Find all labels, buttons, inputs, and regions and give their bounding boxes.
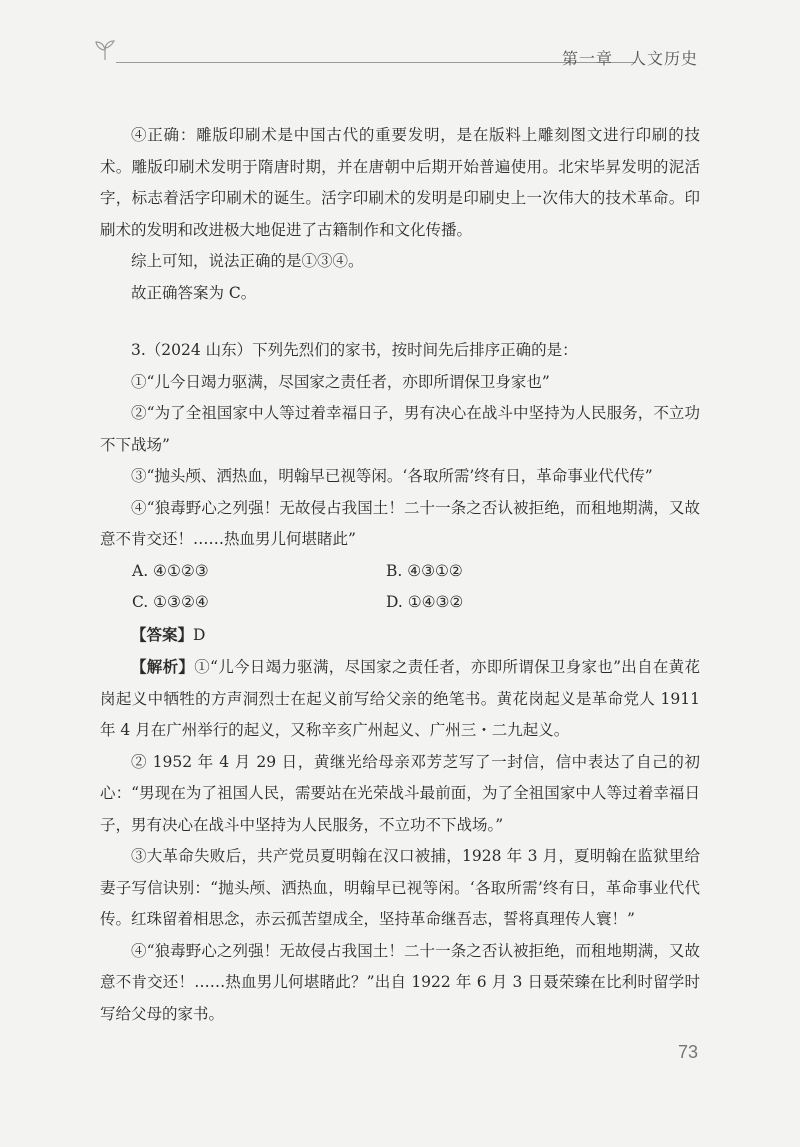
question-item: ④“狼毒野心之列强！无故侵占我国土！二十一条之否认被拒绝，而租地期满，又故意不肯交还！……热血男儿何堪睹此” bbox=[100, 498, 700, 548]
answer-value: D bbox=[193, 625, 206, 644]
option-d: D. ①④③② bbox=[386, 593, 464, 611]
question-item: ③“抛头颅、洒热血，明翰早已视等闲。‘各取所需’终有日，革命事业代代传” bbox=[131, 467, 653, 485]
option-b: B. ④③①② bbox=[386, 561, 463, 580]
analysis-tag: 【解析】 bbox=[131, 657, 195, 676]
page-body bbox=[100, 120, 700, 1030]
page-number: 73 bbox=[678, 1042, 699, 1062]
paragraph: 综上可知，说法正确的是①③④。 bbox=[131, 252, 364, 270]
header-rule bbox=[116, 62, 636, 63]
running-header bbox=[92, 36, 712, 80]
option-c: C. ①③②④ bbox=[132, 593, 209, 611]
chapter-title: 第一章 人文历史 bbox=[562, 49, 699, 68]
paragraph: 故正确答案为 C。 bbox=[131, 283, 257, 302]
question-stem: 3.（2024 山东）下列先烈们的家书，按时间先后排序正确的是： bbox=[131, 341, 578, 359]
analysis-paragraph: ② 1952 年 4 月 29 日，黄继光给母亲邓芳芝写了一封信，信中表达了自己的初心：“男现在为了祖国人民，需要站在光荣战斗最前面，为了全祖国家中人等过着幸福日子，男有决心在战斗中坚持为人民服务，不立功不下战场。” bbox=[100, 752, 700, 834]
analysis-paragraph: ④“狼毒野心之列强！无故侵占我国土！二十一条之否认被拒绝，而租地期满，又故意不肯交还！……热血男儿何堪睹此？”出自 1922 年 6 月 3 日聂荣臻在比利时留学时写给父母的家书。 bbox=[100, 941, 700, 1023]
analysis-paragraph: ③大革命失败后，共产党员夏明翰在汉口被捕，1928 年 3 月，夏明翰在监狱里给妻子写信诀别：“抛头颅、洒热血，明翰早已视等闲。‘各取所需’终有日，革命事业代代传。红珠留着相思念，赤云孤苦望成全，坚持革命继吾志，誓将真理传人寰！” bbox=[100, 847, 700, 928]
answer-options bbox=[100, 556, 700, 619]
answer-line bbox=[100, 619, 700, 652]
answer-tag: 【答案】 bbox=[131, 624, 194, 644]
question-item: ①“儿今日竭力驱满，尽国家之责任者，亦即所谓保卫身家也” bbox=[131, 372, 550, 391]
paragraph: ④正确：雕版印刷术是中国古代的重要发明，是在版料上雕刻图文进行印刷的技术。雕版印刷术发明于隋唐时期，并在唐朝中后期开始普遍使用。北宋毕昇发明的泥活字，标志着活字印刷术的诞生。活字印刷术的发明是印刷史上一次伟大的技术革命。印刷术的发明和改进极大地促进了古籍制作和文化传播。 bbox=[100, 126, 700, 239]
question-item: ②“为了全祖国家中人等过着幸福日子，男有决心在战斗中坚持为人民服务，不立功不下战场” bbox=[100, 404, 700, 454]
sprout-icon bbox=[92, 38, 118, 64]
option-a: A. ④①②③ bbox=[132, 561, 209, 580]
analysis-text: ①“儿今日竭力驱满，尽国家之责任者，亦即所谓保卫身家也”出自在黄花岗起义中牺牲的方声洞烈士在起义前写给父亲的绝笔书。黄花岗起义是革命党人 1911 年 4 月在广州举行的起义，又称辛亥广州起义、广州三・二九起义。 bbox=[100, 658, 700, 739]
analysis-paragraph bbox=[100, 651, 700, 747]
